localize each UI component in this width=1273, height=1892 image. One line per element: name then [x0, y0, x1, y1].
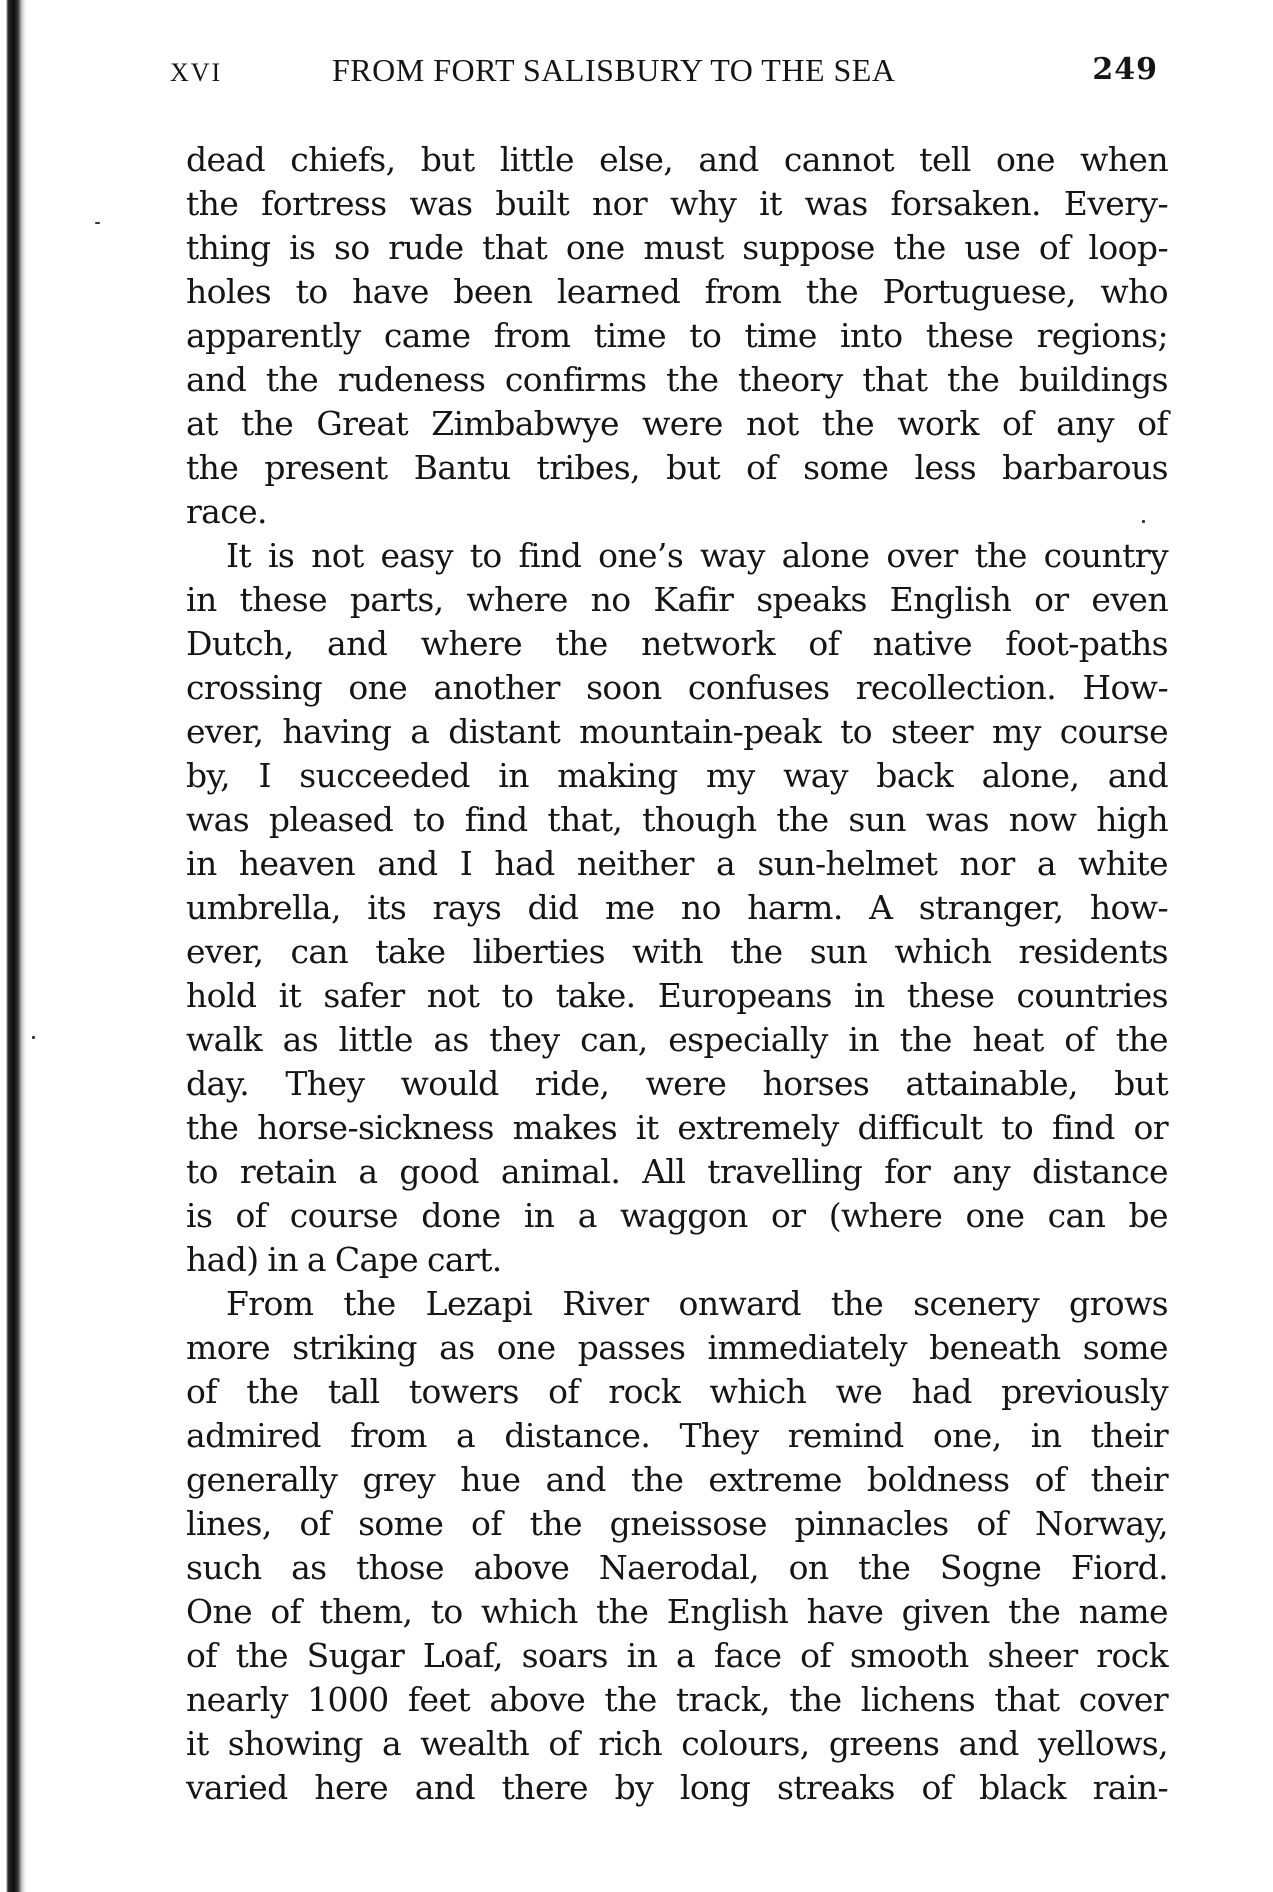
text-line: more striking as one passes immediately beneath some: [186, 1328, 1168, 1367]
text-line: to retain a good animal. All travelling for any distance: [186, 1152, 1168, 1191]
text-line: hold it safer not to take. Europeans in these countries: [186, 976, 1168, 1015]
text-line: generally grey hue and the extreme boldness of their: [186, 1460, 1168, 1499]
text-line: and the rudeness confirms the theory that the buildings: [186, 360, 1168, 399]
text-line: race.: [186, 492, 267, 531]
text-line: by, I succeeded in making my way back alone, and: [186, 756, 1168, 795]
text-line: the horse-sickness makes it extremely difficult to find or: [186, 1108, 1168, 1147]
text-line: apparently came from time to time into these regions;: [186, 316, 1168, 355]
page-number: 249: [1092, 52, 1158, 87]
text-line: One of them, to which the English have given the name: [186, 1592, 1168, 1631]
text-line: walk as little as they can, especially in the heat of the: [186, 1020, 1168, 1059]
scan-speck: [32, 1036, 35, 1039]
text-line: crossing one another soon confuses recollection. How-: [186, 668, 1168, 707]
scan-speck: [95, 222, 100, 224]
text-line: holes to have been learned from the Portuguese, who: [186, 272, 1168, 311]
text-line: in heaven and I had neither a sun-helmet nor a white: [186, 844, 1168, 883]
text-line: was pleased to find that, though the sun was now high: [186, 800, 1168, 839]
text-line: thing is so rude that one must suppose the use of loop-: [186, 228, 1168, 267]
body-text: [186, 138, 1168, 1810]
text-line: of the Sugar Loaf, soars in a face of smooth sheer rock: [186, 1636, 1168, 1675]
paragraph-start-line: From the Lezapi River onward the scenery grows: [226, 1284, 1168, 1323]
text-line: day. They would ride, were horses attainable, but: [186, 1064, 1168, 1103]
text-line: it showing a wealth of rich colours, greens and yellows,: [186, 1724, 1168, 1763]
text-line: in these parts, where no Kafir speaks English or even: [186, 580, 1168, 619]
chapter-number: XVI: [170, 58, 223, 87]
text-line: Dutch, and where the network of native foot-paths: [186, 624, 1168, 663]
text-line: lines, of some of the gneissose pinnacles of Norway,: [186, 1504, 1168, 1543]
text-line: umbrella, its rays did me no harm. A stranger, how-: [186, 888, 1168, 927]
text-line: at the Great Zimbabwye were not the work of any of: [186, 404, 1168, 443]
text-line: ever, having a distant mountain-peak to steer my course: [186, 712, 1168, 751]
text-line: had) in a Cape cart.: [186, 1240, 502, 1279]
text-line: admired from a distance. They remind one, in their: [186, 1416, 1168, 1455]
text-line: the present Bantu tribes, but of some less barbarous: [186, 448, 1168, 487]
running-title: FROM FORT SALISBURY TO THE SEA: [332, 52, 896, 88]
text-line: the fortress was built nor why it was forsaken. Every-: [186, 184, 1168, 223]
text-line: varied here and there by long streaks of black rain-: [186, 1768, 1168, 1807]
paragraph-start-line: It is not easy to find one’s way alone over the country: [226, 536, 1168, 575]
text-line: is of course done in a waggon or (where one can be: [186, 1196, 1168, 1235]
text-line: such as those above Naerodal, on the Sogne Fiord.: [186, 1548, 1168, 1587]
text-line: ever, can take liberties with the sun which residents: [186, 932, 1168, 971]
text-line: of the tall towers of rock which we had previously: [186, 1372, 1168, 1411]
text-line: nearly 1000 feet above the track, the lichens that cover: [186, 1680, 1168, 1719]
binding-edge: [0, 0, 26, 1892]
text-line: dead chiefs, but little else, and cannot tell one when: [186, 140, 1168, 179]
running-head: [170, 52, 1170, 96]
